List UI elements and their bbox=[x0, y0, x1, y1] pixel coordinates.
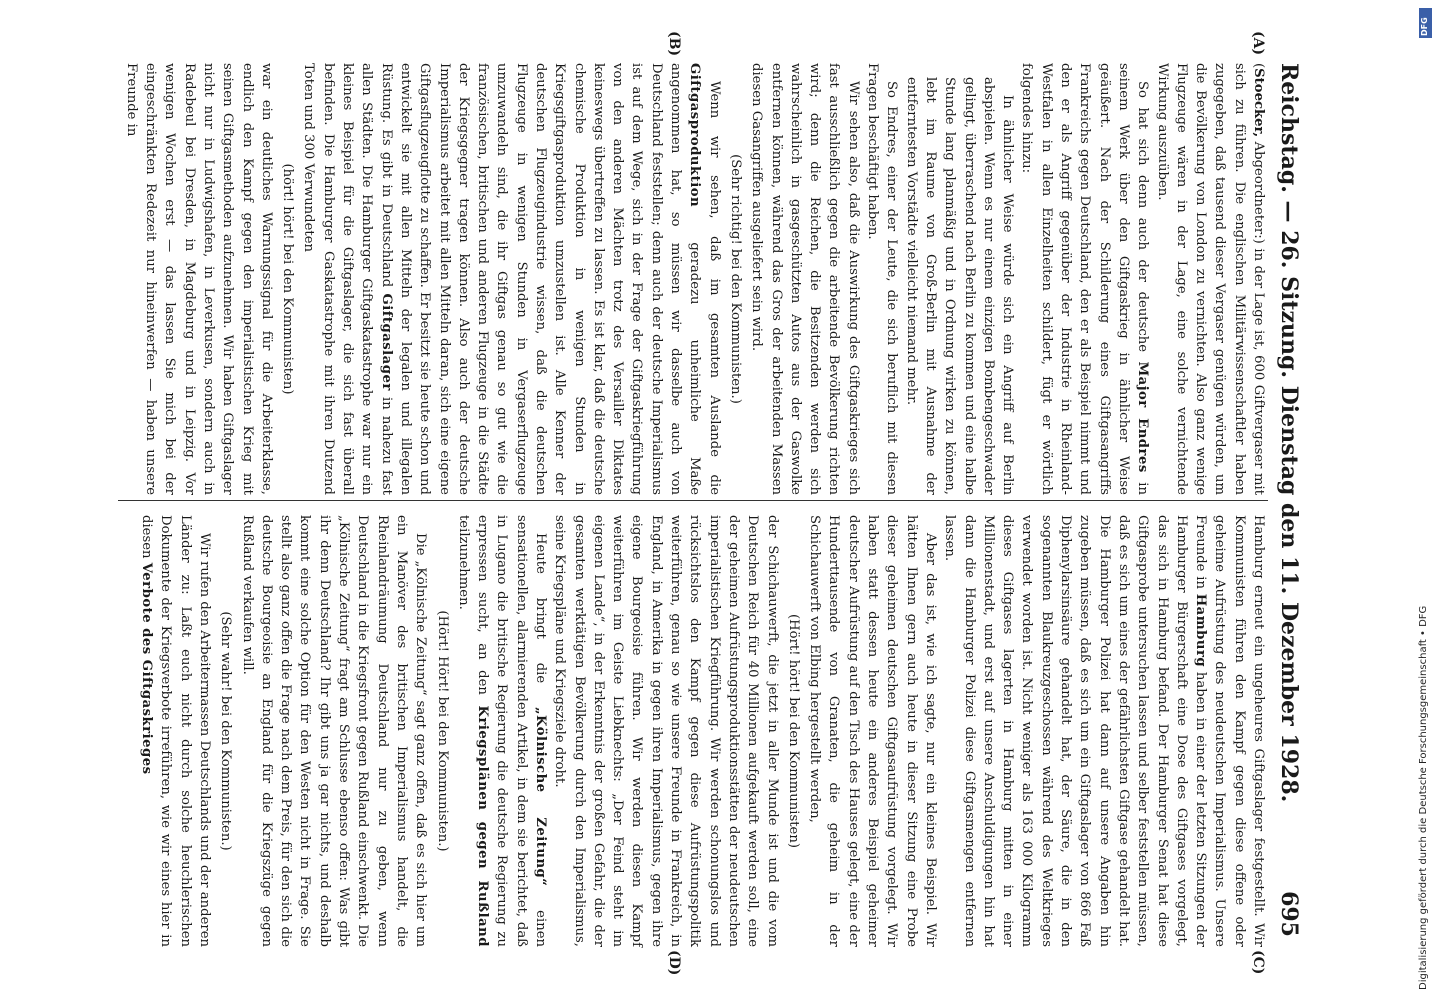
running-header: Reichstag. — 26. Sitzung. Dienstag den 11. Dezember 1928. bbox=[1276, 63, 1302, 803]
paragraph bbox=[1017, 63, 1152, 495]
text-run: einen sensationellen, alarmierenden Artikel, in dem sie berichtet, daß in Lugano die britische Regierung die deutsche Regierung zu erpressen sucht, an den bbox=[475, 515, 549, 947]
paragraph bbox=[299, 63, 724, 495]
interjection: (Sehr wahr! bei den Kommunisten.) bbox=[218, 611, 234, 851]
text-run: geradezu unheimliche Maße angenommen hat, so müssen wir dasselbe auch von Deutschland feststellen; denn auch der deutsche Imperialismus ist auf dem Wege, sich in der Frage der Giftgaskriegführung von den anderen Mächten trotz des Versailler Diktates keineswegs übertreffen zu lassen. Es ist klar, daß die deutsche chemische Produktion in wenigen Stunden in Kriegsgiftgasproduktion umzustellen ist. Alle Kenner der deutschen Flugzeugindustrie wissen, daß die deutschen Flugzeuge in wenigen Stunden in Vergaserflugzeuge umzuwandeln sind, die ihr Giftgas genau so gut wie die französischen, britischen und anderen Flugzeuge in die Städte der Kriegsgegner tragen können. Also auch der deutsche Imperialismus arbeitet mit allen Mitteln daran, sich eine eigene Giftgasflugzeugflotte zu schaffen. Er besitzt sie heute schon und entwickelt sie mit allen Mitteln der legalen und illegalen Rüstung. Es gibt in Deutschland bbox=[378, 63, 703, 495]
interjection: (Hört! hört! bei den Kommunisten) bbox=[785, 614, 801, 848]
right-column bbox=[108, 515, 1268, 947]
speaker-name: Stoecker, bbox=[1251, 68, 1266, 138]
margin-marker-b: (B) bbox=[666, 31, 682, 57]
paragraph: Wir sehen also, daß die Auswirkung des Giftgaskrieges sich fast ausschließlich gegen die arbeitende Bevölkerung richten wird; denn die Reichen, die Besitzenden werden sich wahrscheinlich in gasgeschützten Autos aus der Gaswolke entfernen können, während das Gros der arbeitenden Massen diesen Gasangriffen ausgeliefert sein wird. bbox=[749, 63, 861, 495]
paragraph: der Schichauwerft, die jetzt in aller Munde ist und die vom Deutschen Reich für 40 Millionen aufgekauft werden soll, eine der geheimen Aufrüstungsproduktionsstätten der neudeutschen imperialistischen Kriegführung. Wir werden schonungslos und rücksichtslos den Kampf gegen diese Aufrüstungspolitik weiterführen, genau so wie unsere Freunde in Frankreich, in England, in Amerika in gegen ihren Imperialismus, gegen ihre eigene Bourgeoisie führen. Wir werden diesen Kampf weiterführen im Geiste Liebknechts: „Der Feind steht im eigenen Lande“, in der Erkenntnis der großen Gefahr, die der gesamten werktätigen Bevölkerung durch den Imperialismus, seine Kriegspläne und Kriegsziele droht. bbox=[552, 515, 780, 947]
emphasis-text: „Kölnische Zeitung“ bbox=[533, 706, 549, 887]
text-run: Heute bringt die bbox=[533, 533, 549, 707]
text-run: So hat sich denn auch der deutsche bbox=[1135, 81, 1151, 362]
paragraph: Die „Kölnische Zeitung“ sagt ganz offen, daß es sich hier um ein Manöver des britischen Imperialismus handelt, die Rheinlandräumung Deutschland nur zu geben, wenn Deutschland in die Kriegsfront gegen Rußland einschwenkt. Die „Kölnische Zeitung“ fragt am Schlusse ebenso offen: Was gibt ihr denn Deutschland? Ihr gibt uns ja gar nichts, und deshalb kommt eine solche Option für den Westen nicht in Frage. Sie stellt also ganz offen die Frage nach dem Preis, für den sich die deutsche Bourgeoisie an England für die Kriegszüge gegen Rußland verkaufen will. bbox=[239, 515, 429, 947]
paragraph: war ein deutliches Warnungssignal für die Arbeiterklasse, endlich den Kampf gegen den imperialistischen Krieg mit seinen Giftgasmethoden aufzunehmen. Wir haben Giftgaslager nicht nur in Ludwigshafen, in Leverkusen, sondern auch in Radebeul bei Dresden, in Magdeburg und in Leipzig. Vor wenigen Wochen erst — das lassen Sie mich bei der eingeschränkten Redezeit nur hineinwerfen — haben unsere Freunde in bbox=[123, 63, 274, 495]
text-run: Wir rufen den Arbeitermassen Deutschlands und der anderen Länder zu: Laßt euch nicht durch solche heuchlerischen Dokumente der Kriegsverbote irreführen, wie wir eines hier in diesen bbox=[139, 515, 212, 947]
paragraph: (Stoecker, Abgeordneter:) in der Lage ist, 600 Giftvergaser mit sich zu führen. Die englischen Militärwissenschaftler haben zugegeben, daß tausend dieser Vergaser genügen würden, um die Bevölkerung von London zu vernichten. Also ganz wenige Flugzeuge wären in der Lage, eine solche vernichtende Wirkung auszuüben. bbox=[1154, 63, 1266, 495]
quotation: In ähnlicher Weise würde sich ein Angriff auf Berlin abspielen. Wenn es nur einem einzigen Bombengeschwader gelingt, überraschend nach Berlin zu kommen und eine halbe Stunde lang planmäßig und in Ordnung wirken zu können, lebt im Raume von Groß-Berlin mit Ausnahme der entferntesten Vorstädte vielleicht niemand mehr. bbox=[903, 77, 1016, 495]
paragraph: So Endres, einer der Leute, die sich beruflich mit diesen Fragen beschäftigt haben. bbox=[865, 63, 900, 495]
page-number: 695 bbox=[1276, 891, 1302, 937]
interjection: (hört! hört! bei den Kommunisten) bbox=[280, 163, 296, 395]
page-header bbox=[1270, 45, 1310, 955]
rotated-document-page bbox=[100, 31, 1310, 976]
emphasis-text: Giftgasproduktion bbox=[687, 63, 703, 208]
emphasis-text: Giftgaslager bbox=[378, 293, 394, 391]
emphasis-text: Major Endres bbox=[1135, 361, 1151, 473]
paragraph bbox=[940, 515, 1268, 947]
margin-marker-a: (A) bbox=[1250, 31, 1266, 56]
text-run: teilzunehmen. bbox=[455, 515, 471, 610]
paragraph-text: in der Lage ist, 600 Giftvergaser mit sich zu führen. Die englischen Militärwissenschaftler haben zugegeben, daß tausend dieser Vergaser genügen würden, um die Bevölkerung von London zu vernichten. Also ganz wenige Flugzeuge wären in der Lage, eine solche vernichtende Wirkung auszuüben. bbox=[1154, 63, 1266, 495]
interjection: (Hört! Hört! bei den Kommunisten.) bbox=[434, 610, 450, 852]
dfg-logo-text: DFG bbox=[1420, 17, 1429, 36]
text-run: in seinem Werk über den Giftgaskrieg in ähnlicher Weise geäußert. Nach der Schilderung eines Giftgasangriffs Frankreichs gegen Deutschland, den er als Beispiel nimmt und den er als Angriff gegenüber der Industrie in Rheinland-Westfalen in allen Einzelheiten schildert, fügt er wörtlich folgendes hinzu: bbox=[1019, 63, 1151, 496]
column-divider bbox=[118, 500, 1268, 501]
interjection: (Sehr richtig! bei den Kommunisten.) bbox=[727, 154, 743, 404]
left-column bbox=[108, 63, 1268, 495]
emphasis-text: Kriegsplänen gegen Rußland bbox=[475, 705, 491, 947]
emphasis-text: Verbote des Giftgaskrieges bbox=[139, 562, 155, 775]
text-run: haben in einer der letzten Sitzungen der Hamburger Bürgerschaft eine Dose des Giftgases vorgelegt, das sich in Hamburg befand. Der Hamburger Senat hat diese Giftgasprobe untersuchen lassen und selber feststellen müssen, daß es sich um eines der gefährlichsten Giftgase gehandelt hat. Die Hamburger Polizei hat dann auf unsere Angaben hin zugeben müssen, daß es sich um ein Giftgaslager von 866 Faß Diphenylarsinsäure gehandelt hat, der Säure, die in den sogenannten Blaukreuzgeschossen während des Weltkrieges verwendet worden ist. Nicht weniger als 163 000 Kilogramm dieses Giftgases lagerten in Hamburg mitten in einer Millionenstadt, und erst auf unsere Anschuldigungen hin hat dann die Hamburger Polizei diese Giftgasmengen entfernen lassen. bbox=[942, 515, 1209, 947]
text-run: Wenn wir sehen, daß im gesamten Auslande die bbox=[706, 81, 722, 495]
emphasis-text: Hamburg bbox=[1193, 593, 1209, 668]
paragraph bbox=[137, 515, 214, 947]
digitization-credit: Digitalisierung gefördert durch die Deutsche Forschungsgemeinschaft • DFG bbox=[1418, 605, 1429, 990]
text-run: Hamburg erneut ein ungeheures Giftgaslager festgestellt. Wir Kommunisten führen den Kampf gegen diese offene oder geheime Aufrüstung des neudeutschen Imperialismus. Unsere Freunde in bbox=[1193, 515, 1266, 947]
speaker-role: Abgeordneter: bbox=[1251, 137, 1266, 239]
margin-marker-d: (D) bbox=[666, 950, 682, 976]
paragraph: Aber das ist, wie ich sagte, nur ein kleines Beispiel. Wir hätten Ihnen gern auch heute in dieser Sitzung eine Probe dieser geheimen deutschen Giftgasaufrüstung vorgelegt. Wir haben statt dessen heute ein anderes Beispiel geheimer deutscher Aufrüstung auf den Tisch des Hauses gelegt, eine der Hunderttausende von Granaten, die geheim in der Schichauwerft von Elbing hergestellt werden, bbox=[807, 515, 938, 947]
margin-marker-c: (C) bbox=[1250, 950, 1266, 975]
paragraph bbox=[454, 515, 550, 947]
text-run: in nahezu fast allen Städten. Die Hamburger Giftgaskatastrophe war nur ein kleines Beispiel für die Giftgaslager, die sich fast überall befinden. Die Hamburger Gaskatastrophe mit ihren Dutzend Toten und 300 Verwundeten bbox=[301, 63, 394, 495]
